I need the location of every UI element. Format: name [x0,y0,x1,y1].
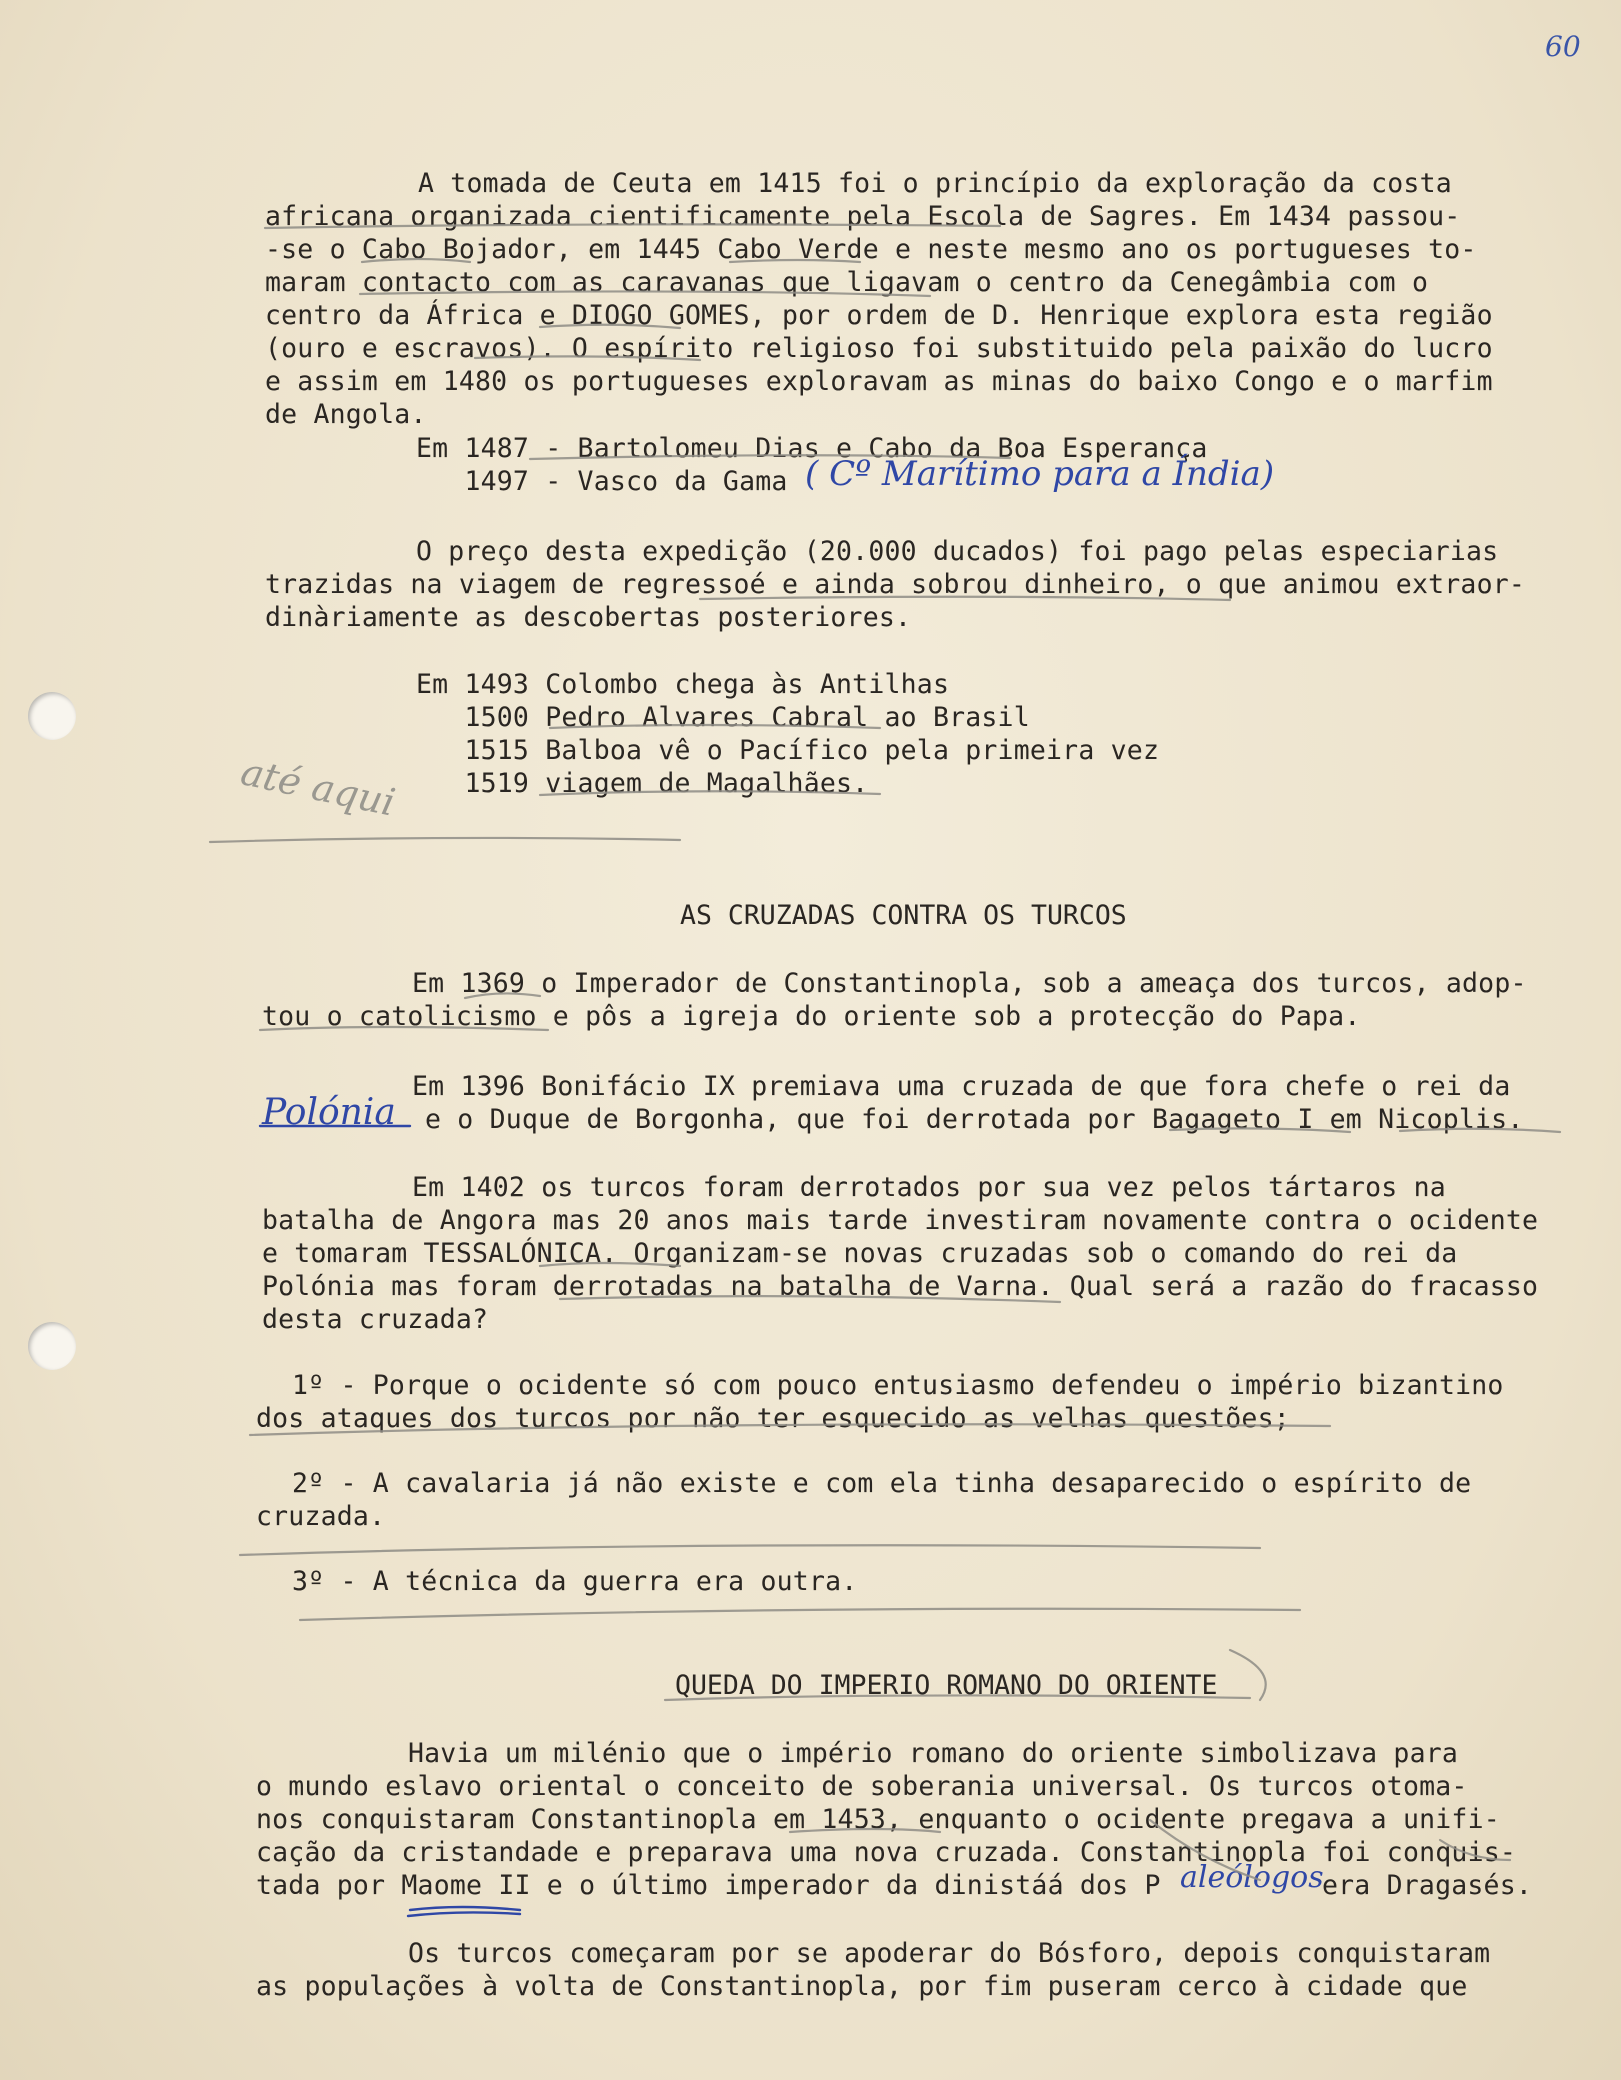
text-line: 1500 Pedro Alvares Cabral ao Brasil [416,702,1030,733]
text-line: dinàriamente as descobertas posteriores. [265,602,912,633]
text-line: 2º - A cavalaria já não existe e com ela tinha desaparecido o espírito de [292,1468,1472,1499]
text-line: Em 1369 o Imperador de Constantinopla, sob a ameaça dos turcos, adop- [412,968,1527,999]
text-line: Em 1487 - Bartolomeu Dias e Cabo da Boa Esperança [416,433,1208,464]
text-line: e o Duque de Borgonha, que foi derrotada por Bagageto I em Nicoplis. [425,1104,1524,1135]
text-line: A tomada de Ceuta em 1415 foi o princípio da exploração da costa [418,168,1452,199]
text-line: dos ataques dos turcos por não ter esquecido as velhas questões; [256,1403,1290,1434]
text-line: tou o catolicismo e pôs a igreja do oriente sob a protecção do Papa. [262,1001,1361,1032]
text-line: Em 1402 os turcos foram derrotados por sua vez pelos tártaros na [412,1172,1446,1203]
text-line: cação da cristandade e preparava uma nova cruzada. Constantinopla foi conquis- [256,1837,1517,1868]
handwritten-note: Polónia [262,1092,396,1133]
page-number: 60 [1545,30,1581,63]
text-line: (ouro e escravos). O espírito religioso foi substituido pela paixão do lucro [265,333,1493,364]
text-line: e tomaram TESSALÓNICA. Organizam-se novas cruzadas sob o comando do rei da [262,1238,1458,1269]
text-line: maram contacto com as caravanas que ligavam o centro da Cenegâmbia com o [265,267,1429,298]
text-line: Em 1493 Colombo chega às Antilhas [416,669,950,700]
handwritten-note: ( Cº Marítimo para a Índia) [805,454,1275,494]
text-line: O preço desta expedição (20.000 ducados) foi pago pelas especiarias [416,536,1499,567]
text-line: Havia um milénio que o império romano do oriente simbolizava para [408,1738,1459,1769]
text-line: Os turcos começaram por se apoderar do Bósforo, depois conquistaram [408,1938,1491,1969]
text-line: 1497 - Vasco da Gama [416,466,788,497]
text-line: o mundo eslavo oriental o conceito de soberania universal. Os turcos otoma- [256,1771,1468,1802]
text-line: Polónia mas foram derrotadas na batalha de Varna. Qual será a razão do fracasso [262,1271,1539,1302]
text-line: africana organizada cientificamente pela Escola de Sagres. Em 1434 passou- [265,201,1461,232]
text-line: trazidas na viagem de regressoé e ainda sobrou dinheiro, o que animou extraor- [265,569,1526,600]
text-line: nos conquistaram Constantinopla em 1453, enquanto o ocidente pregava a unifi- [256,1804,1500,1835]
text-line: 1519 viagem de Magalhães. [416,768,869,799]
text-line: cruzada. [256,1501,386,1532]
section-heading: QUEDA DO IMPERIO ROMANO DO ORIENTE [675,1670,1218,1701]
section-heading: AS CRUZADAS CONTRA OS TURCOS [680,900,1127,931]
handwritten-note: aleólogos [1180,1860,1324,1895]
text-line: as populações à volta de Constantinopla, por fim puseram cerco à cidade que [256,1971,1468,2002]
text-line: 1º - Porque o ocidente só com pouco entusiasmo defendeu o império bizantino [292,1370,1504,1401]
text-line: -se o Cabo Bojador, em 1445 Cabo Verde e neste mesmo ano os portugueses to- [265,234,1477,265]
text-line: Em 1396 Bonifácio IX premiava uma cruzada de que fora chefe o rei da [412,1071,1511,1102]
pencil-note: até aqui [237,749,399,825]
text-line: e assim em 1480 os portugueses exploravam as minas do baixo Congo e o marfim [265,366,1493,397]
text-line: de Angola. [265,399,427,430]
text-line: desta cruzada? [262,1304,489,1335]
text-line: tada por Maome II e o último imperador da dinistáá dos P [256,1870,1161,1901]
text-line: batalha de Angora mas 20 anos mais tarde investiram novamente contra o ocidente [262,1205,1539,1236]
text-line: 1515 Balboa vê o Pacífico pela primeira vez [416,735,1160,766]
text-line: 3º - A técnica da guerra era outra. [292,1566,858,1597]
text-line: centro da África e DIOGO GOMES, por ordem de D. Henrique explora esta região [265,300,1493,331]
text-line: era Dragasés. [1322,1870,1533,1901]
